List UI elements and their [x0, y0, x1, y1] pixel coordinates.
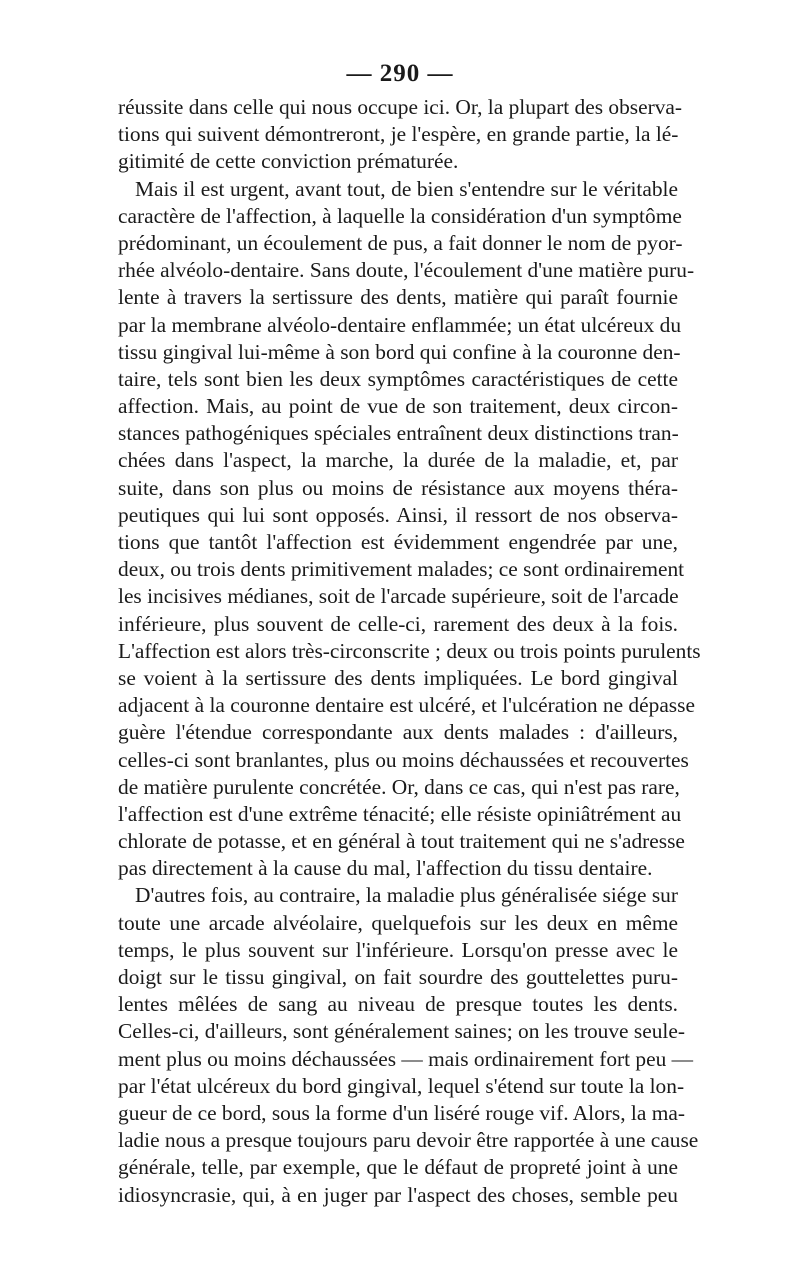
text-line: prédominant, un écoulement de pus, a fait donner le nom de pyor- [118, 230, 683, 255]
text-line: l'affection est d'une extrême ténacité; elle résiste opiniâtrément au [118, 801, 682, 826]
text-line: peutiques qui lui sont opposés. Ainsi, il ressort de nos observa- [118, 502, 678, 527]
text-line: chées dans l'aspect, la marche, la durée de la maladie, et, par [118, 448, 678, 473]
text-line: rhée alvéolo-dentaire. Sans doute, l'écoulement d'une matière puru- [118, 258, 695, 283]
text-line: lentes mêlées de sang au niveau de presque toutes les dents. [118, 992, 678, 1017]
text-line: stances pathogéniques spéciales entraînent deux distinctions tran- [118, 421, 679, 446]
text-line: par l'état ulcéreux du bord gingival, lequel s'étend sur toute la lon- [118, 1073, 685, 1098]
body-text [118, 94, 701, 1209]
text-line: gueur de ce bord, sous la forme d'un liséré rouge vif. Alors, la ma- [118, 1100, 685, 1125]
text-line: guère l'étendue correspondante aux dents malades : d'ailleurs, [118, 720, 678, 745]
text-line: ladie nous a presque toujours paru devoir être rapportée à une cause [118, 1128, 699, 1153]
text-line: chlorate de potasse, et en général à tout traitement qui ne s'adresse [118, 829, 685, 854]
page-number: — 290 — [346, 60, 454, 87]
text-line: pas directement à la cause du mal, l'affection du tissu dentaire. [118, 856, 653, 881]
text-line: affection. Mais, au point de vue de son traitement, deux circon- [118, 394, 678, 419]
text-line: L'affection est alors très-circonscrite ; deux ou trois points purulents [118, 638, 701, 663]
text-line: gitimité de cette conviction prématurée. [118, 149, 459, 174]
text-line: générale, telle, par exemple, que le défaut de propreté joint à une [118, 1155, 678, 1180]
text-line: lente à travers la sertissure des dents, matière qui paraît fournie [118, 285, 678, 310]
text-line: toute une arcade alvéolaire, quelquefois sur les deux en même [118, 910, 678, 935]
text-line: de matière purulente concrétée. Or, dans ce cas, qui n'est pas rare, [118, 774, 680, 799]
text-line: se voient à la sertissure des dents impliquées. Le bord gingival [118, 665, 678, 690]
text-line: réussite dans celle qui nous occupe ici. Or, la plupart des observa- [118, 95, 683, 119]
text-line: doigt sur le tissu gingival, on fait sourdre des gouttelettes puru- [118, 965, 678, 989]
text-line: tissu gingival lui-même à son bord qui confine à la couronne den- [118, 339, 681, 364]
text-line: celles-ci sont branlantes, plus ou moins déchaussées et recouvertes [118, 747, 689, 772]
text-line: taire, tels sont bien les deux symptômes caractéristiques de cette [118, 366, 678, 391]
text-line: par la membrane alvéolo-dentaire enflammée; un état ulcéreux du [118, 312, 682, 337]
text-line: les incisives médianes, soit de l'arcade supérieure, soit de l'arcade [118, 584, 679, 609]
text-line: inférieure, plus souvent de celle-ci, rarement des deux à la fois. [118, 611, 678, 636]
text-line: D'autres fois, au contraire, la maladie plus généralisée siége sur [135, 883, 678, 908]
text-line: deux, ou trois dents primitivement malades; ce sont ordinairement [118, 557, 685, 582]
text-line: ment plus ou moins déchaussées — mais ordinairement fort peu — [118, 1046, 694, 1071]
text-line: adjacent à la couronne dentaire est ulcéré, et l'ulcération ne dépasse [118, 693, 695, 718]
text-line: temps, le plus souvent sur l'inférieure. Lorsqu'on presse avec le [118, 937, 678, 962]
text-line: Celles-ci, d'ailleurs, sont généralement saines; on les trouve seule- [118, 1019, 685, 1044]
text-line: suite, dans son plus ou moins de résistance aux moyens théra- [118, 475, 678, 500]
text-line: caractère de l'affection, à laquelle la considération d'un symptôme [118, 203, 682, 228]
text-line: tions que tantôt l'affection est évidemment engendrée par une, [118, 530, 678, 554]
text-line: tions qui suivent démontreront, je l'espère, en grande partie, la lé- [118, 122, 679, 147]
text-line: Mais il est urgent, avant tout, de bien s'entendre sur le véritable [135, 176, 678, 201]
text-line: idiosyncrasie, qui, à en juger par l'aspect des choses, semble peu [118, 1182, 678, 1207]
